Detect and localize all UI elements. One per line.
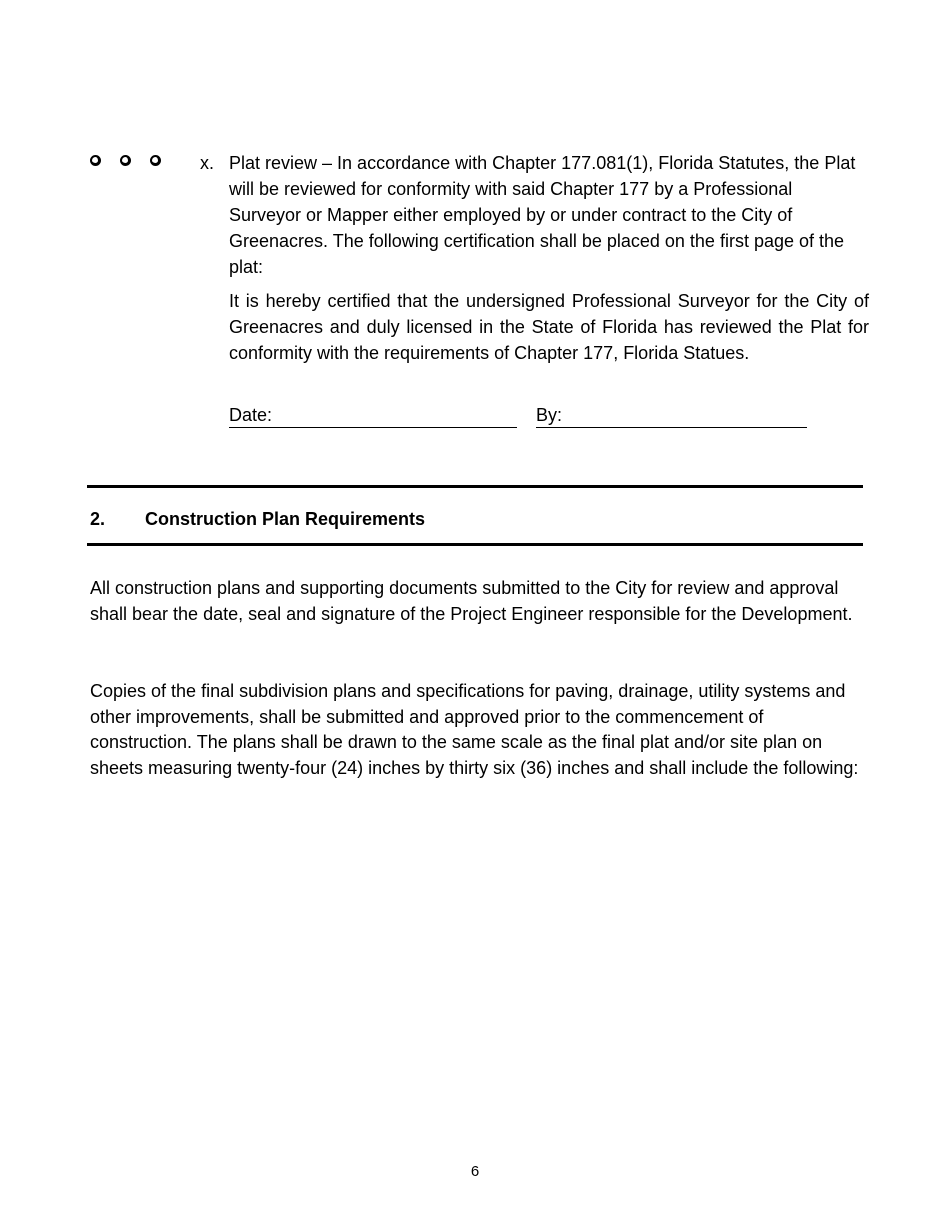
date-label: Date: (229, 405, 273, 425)
page-number: 6 (470, 1163, 480, 1180)
checkbox-1-circle-icon[interactable] (90, 155, 101, 166)
section-number: 2. (90, 509, 106, 529)
section-top-rule (87, 485, 863, 488)
by-label: By: (536, 405, 563, 425)
checkbox-3-circle-icon[interactable] (150, 155, 161, 166)
item-letter: x. (200, 153, 215, 173)
checkbox-2-circle-icon[interactable] (120, 155, 131, 166)
checkbox-group (90, 151, 161, 166)
date-signature-line (229, 403, 517, 428)
paragraph-final-subdivision-plans: Copies of the final subdivision plans and specifications for paving, drainage, utility systems and other improvements, shall be submitted and approved prior to the commencement of construction. The plans shall be drawn to the same scale as the final plat and/or site plan on sheets measuring twenty-four (24) inches by thirty six (36) inches and shall include the following: (90, 681, 859, 778)
section-bottom-rule (87, 543, 863, 546)
certification-text: It is hereby certified that the undersigned Professional Surveyor for the City of Greenacres and duly licensed in the State of Florida has reviewed the Plat for conformity with the requirements of Chapter 177, Florida Statues. (229, 291, 869, 363)
item-text-plat-review: Plat review – In accordance with Chapter 177.081(1), Florida Statutes, the Plat will be reviewed for conformity with said Chapter 177 by a Professional Surveyor or Mapper either employed by or under contract to the City of Greenacres. The following certification shall be placed on the first page of the plat: (229, 153, 856, 277)
by-signature-line (536, 403, 807, 428)
section-title: Construction Plan Requirements (145, 509, 426, 529)
paragraph-construction-plans: All construction plans and supporting documents submitted to the City for review and approval shall bear the date, seal and signature of the Project Engineer responsible for the Development. (90, 578, 853, 624)
